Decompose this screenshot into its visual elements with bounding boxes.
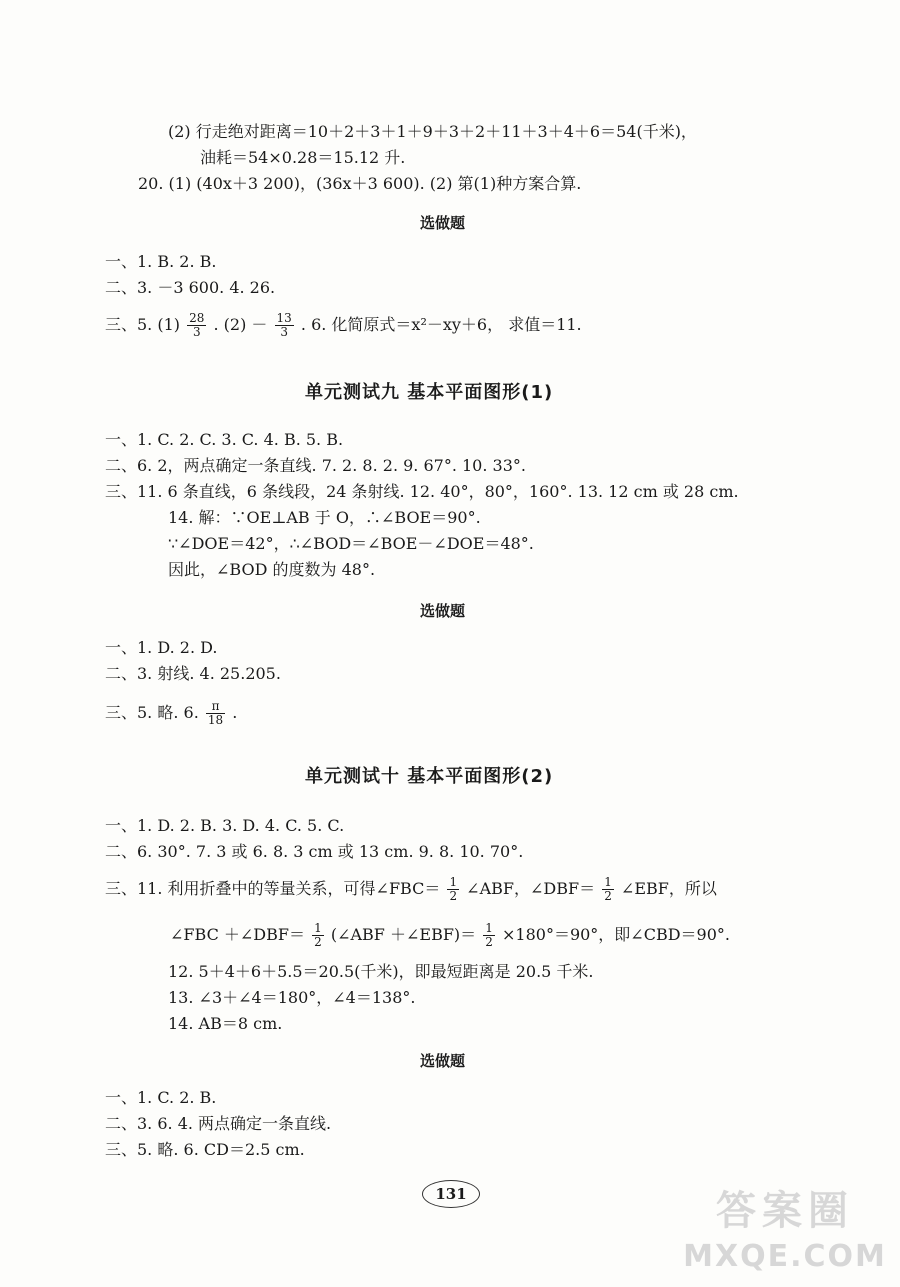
numerator: 1 [449, 875, 458, 889]
denominator: 3 [280, 325, 288, 339]
answer-line: 一、1. D. 2. D. [105, 638, 218, 657]
numerator: 1 [604, 875, 612, 889]
answer-line: (2) 行走绝对距离＝10＋2＋3＋1＋9＋3＋2＋11＋3＋4＋6＝54(千米)， [168, 122, 697, 141]
watermark-url: MXQE.COM [683, 1239, 887, 1274]
numerator: π [206, 700, 225, 714]
fraction-one-half [602, 876, 614, 903]
answer-line-with-fractions [105, 876, 717, 903]
fraction-one-half [447, 876, 459, 903]
answer-line: 二、6. 30°. 7. 3 或 6. 8. 3 cm 或 13 cm. 9. 8. 10. 70°. [105, 842, 524, 861]
text-segment: 三、5. 略. 6. [105, 703, 199, 722]
denominator: 2 [449, 889, 458, 903]
text-segment: ∠EBF，所以 [620, 879, 717, 898]
fraction [206, 700, 225, 727]
answer-line: 三、11. 6 条直线，6 条线段，24 条射线. 12. 40°，80°，160°. 13. 12 cm 或 28 cm. [105, 482, 739, 501]
unit-test-heading: 单元测试十 基本平面图形(2) [305, 766, 554, 787]
answer-line: 二、3. 6. 4. 两点确定一条直线. [105, 1114, 332, 1133]
denominator: 3 [192, 325, 201, 339]
fraction-one-half [312, 922, 324, 949]
watermark [680, 1185, 890, 1281]
fraction-one-half [483, 922, 495, 949]
answer-line: 13. ∠3＋∠4＝180°，∠4＝138°. [168, 988, 416, 1007]
page-number: 131 [422, 1180, 480, 1208]
numerator: 13 [276, 311, 292, 325]
answer-line: 一、1. B. 2. B. [105, 252, 217, 271]
text-segment: (∠ABF ＋∠EBF)＝ [330, 925, 477, 944]
unit-test-heading: 单元测试九 基本平面图形(1) [305, 382, 554, 403]
section-heading-optional: 选做题 [420, 214, 466, 232]
text-segment: 三、5. (1) [105, 315, 181, 334]
text-segment: . [232, 703, 238, 722]
watermark-chinese: 答案圈 [716, 1188, 854, 1234]
denominator: 18 [207, 713, 224, 727]
answer-line-with-fractions [170, 922, 730, 949]
answer-line: 20. (1) (40x＋3 200)，(36x＋3 600). (2) 第(1)种方案合算. [138, 174, 582, 193]
numerator: 28 [189, 311, 205, 325]
answer-line-with-fractions [105, 312, 582, 339]
answer-line: 三、5. 略. 6. CD＝2.5 cm. [105, 1140, 305, 1159]
answer-line: 一、1. C. 2. C. 3. C. 4. B. 5. B. [105, 430, 344, 449]
answer-line: 一、1. D. 2. B. 3. D. 4. C. 5. C. [105, 816, 345, 835]
answer-line: 油耗＝54×0.28＝15.12 升. [200, 148, 406, 167]
text-segment: . 6. 化简原式＝x²－xy＋6， 求值＝11. [300, 315, 582, 334]
answer-line: 14. 解：∵OE⊥AB 于 O，∴∠BOE＝90°. [168, 508, 481, 527]
text-segment: . (2) － [213, 315, 268, 334]
section-heading-optional: 选做题 [420, 602, 466, 620]
answer-line: 二、3. 射线. 4. 25.205. [105, 664, 281, 683]
fraction [187, 312, 206, 339]
text-segment: ∠FBC ＋∠DBF＝ [170, 925, 305, 944]
answer-line: 二、3. －3 600. 4. 26. [105, 278, 276, 297]
text-segment: 三、11. 利用折叠中的等量关系，可得∠FBC＝ [105, 879, 441, 898]
answer-line: ∵∠DOE＝42°，∴∠BOD＝∠BOE－∠DOE＝48°. [168, 534, 534, 553]
text-segment: ∠ABF，∠DBF＝ [466, 879, 596, 898]
denominator: 2 [314, 935, 322, 949]
answer-line: 14. AB＝8 cm. [168, 1014, 283, 1033]
fraction [275, 312, 294, 339]
answer-line: 二、6. 2，两点确定一条直线. 7. 2. 8. 2. 9. 67°. 10. 33°. [105, 456, 526, 475]
answer-line: 12. 5＋4＋6＋5.5＝20.5(千米)，即最短距离是 20.5 千米. [168, 962, 594, 981]
section-heading-optional: 选做题 [420, 1052, 466, 1070]
denominator: 2 [485, 935, 493, 949]
answer-line: 一、1. C. 2. B. [105, 1088, 217, 1107]
numerator: 1 [314, 921, 322, 935]
denominator: 2 [604, 889, 612, 903]
answer-line: 因此，∠BOD 的度数为 48°. [168, 560, 376, 579]
answer-line-with-fraction [105, 700, 237, 727]
text-segment: ×180°＝90°，即∠CBD＝90°. [502, 925, 730, 944]
numerator: 1 [485, 921, 493, 935]
